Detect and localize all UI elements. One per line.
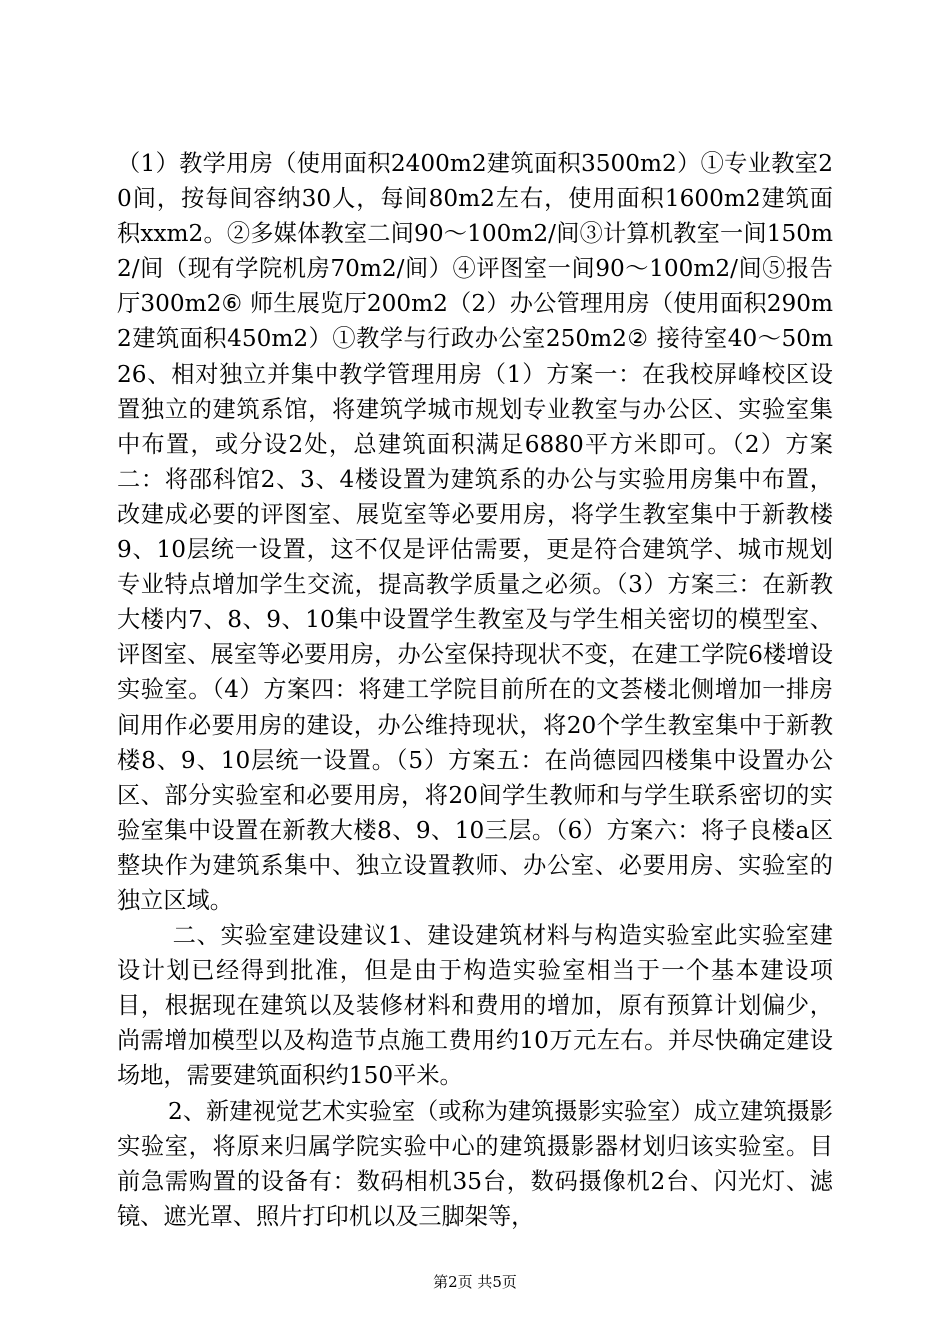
- document-body: [117, 146, 833, 1234]
- paragraph-laboratory-suggestions: 二、实验室建设建议1、建设建筑材料与构造实验室此实验室建设计划已经得到批准，但是由于构造实验室相当于一个基本建设项目，根据现在建筑以及装修材料和费用的增加，原有预算计划偏少，尚需增加模型以及构造节点施工费用约10万元左右。并尽快确定建设场地，需要建筑面积约150平米。: [117, 922, 833, 1090]
- paragraph-teaching-rooms-and-schemes: （1）教学用房（使用面积2400m2建筑面积3500m2）①专业教室20间，按每间容纳30人，每间80m2左右，使用面积1600m2建筑面积xxm2。②多媒体教室二间90～100m2/间③计算机教室一间150m2/间（现有学院机房70m2/间）④评图室一间90～100m2/间⑤报告厅300m2⑥ 师生展览厅200m2（2）办公管理用房（使用面积290m2建筑面积450m2）①教学与行政办公室250m2② 接待室40～50m26、相对独立并集中教学管理用房（1）方案一：在我校屏峰校区设置独立的建筑系馆，将建筑学城市规划专业教室与办公区、实验室集中布置，或分设2处，总建筑面积满足6880平方米即可。（2）方案二：将邵科馆2、3、4楼设置为建筑系的办公与实验用房集中布置，改建成必要的评图室、展览室等必要用房，将学生教室集中于新教楼9、10层统一设置，这不仅是评估需要，更是符合建筑学、城市规划专业特点增加学生交流，提高教学质量之必须。（3）方案三：在新教大楼内7、8、9、10集中设置学生教室及与学生相关密切的模型室、评图室、展室等必要用房，办公室保持现状不变，在建工学院6楼增设实验室。（4）方案四：将建工学院目前所在的文荟楼北侧增加一排房间用作必要用房的建设，办公维持现状，将20个学生教室集中于新教楼8、9、10层统一设置。（5）方案五：在尚德园四楼集中设置办公区、部分实验室和必要用房，将20间学生教师和与学生联系密切的实验室集中设置在新教大楼8、9、10三层。（6）方案六：将子良楼a区整块作为建筑系集中、独立设置教师、办公室、必要用房、实验室的独立区域。: [117, 150, 833, 914]
- page-footer: 第2页 共5页: [433, 1273, 517, 1291]
- paragraph-visual-art-lab: 2、新建视觉艺术实验室（或称为建筑摄影实验室）成立建筑摄影实验室，将原来归属学院实验中心的建筑摄影器材划归该实验室。目前急需购置的设备有：数码相机35台，数码摄像机2台、闪光灯、滤镜、遮光罩、照片打印机以及三脚架等，: [117, 1097, 833, 1230]
